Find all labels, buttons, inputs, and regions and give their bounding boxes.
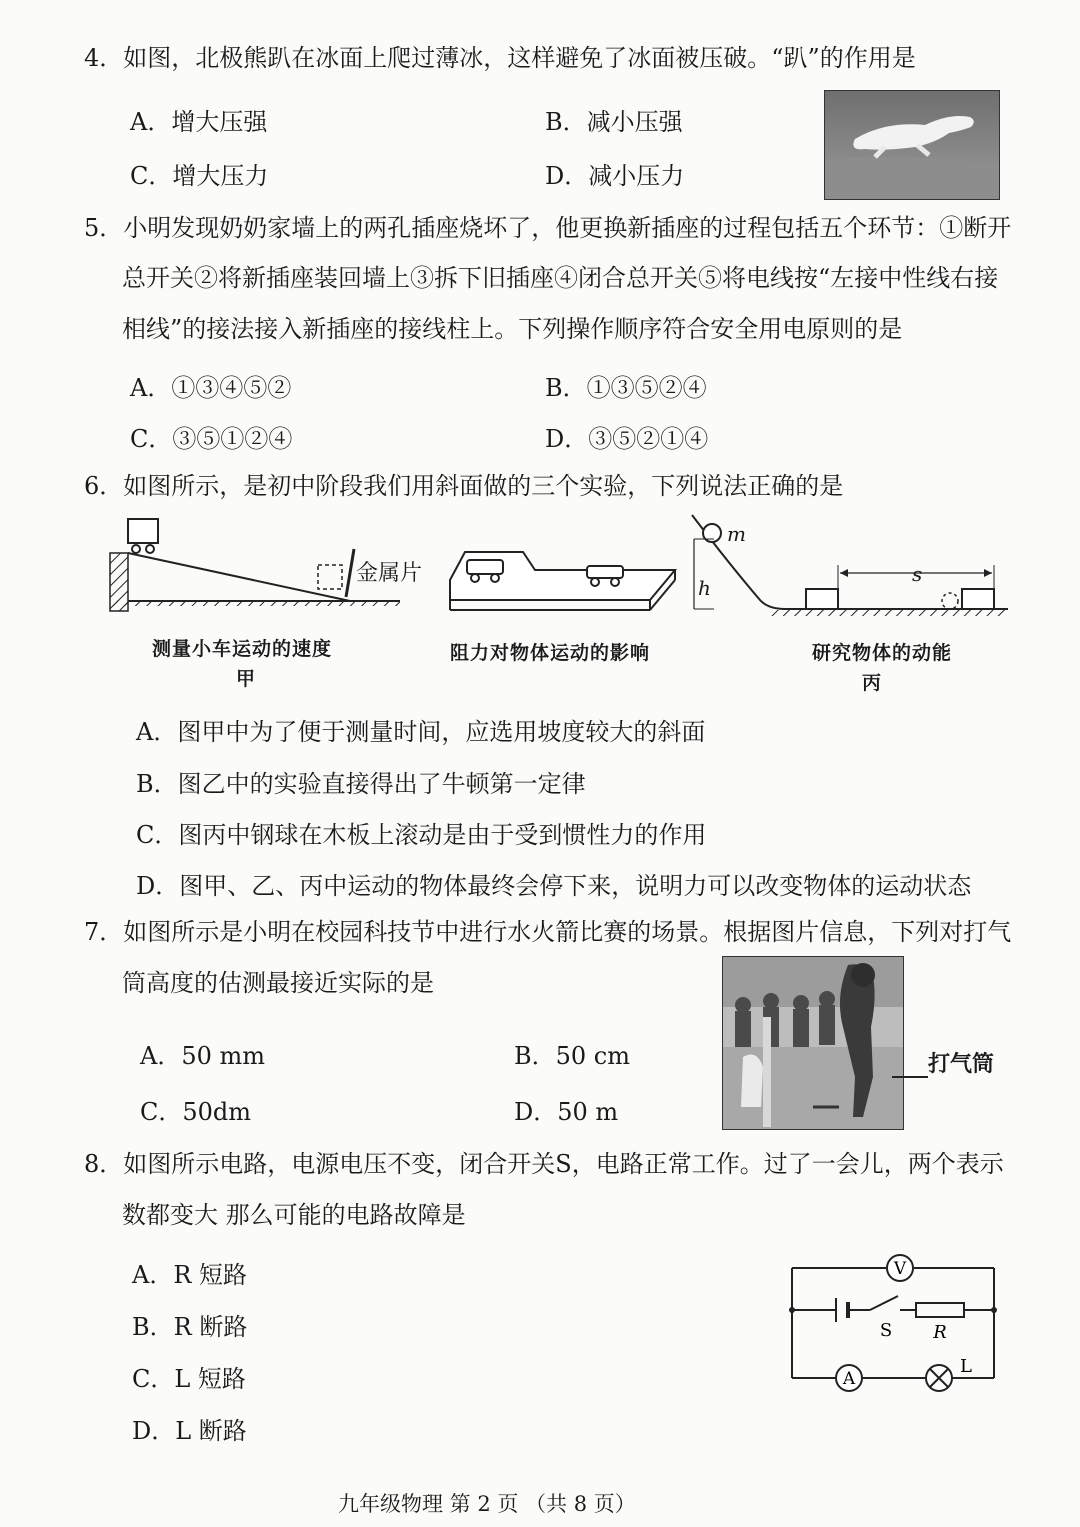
q6-option-a[interactable]: A．图甲中为了便于测量时间，应选用坡度较大的斜面: [136, 718, 706, 746]
page-footer: 九年级物理 第 2 页 （共 8 页）: [338, 1492, 636, 1516]
q8-option-c[interactable]: C．L 短路: [132, 1365, 246, 1393]
q7-stem-line-2: 筒高度的估测最接近实际的是: [122, 969, 434, 997]
fig-bing-s-label: s: [912, 562, 923, 586]
fig-jia-tag: 甲: [236, 668, 257, 690]
q5-option-c[interactable]: C．③⑤①②④: [130, 425, 293, 453]
q5-stem-line-3: 相线”的接法接入新插座的接线柱上。下列操作顺序符合安全用电原则的是: [122, 315, 903, 343]
q7-option-c[interactable]: C．50dm: [140, 1098, 252, 1126]
circuit-diagram: [786, 1252, 1006, 1402]
q4-option-c[interactable]: C．增大压力: [130, 162, 269, 190]
q5-option-d[interactable]: D．③⑤②①④: [545, 425, 709, 453]
fig-bing-m-label: m: [727, 522, 746, 546]
q7-stem-line-1: 7．如图所示是小明在校园科技节中进行水火箭比赛的场景。根据图片信息，下列对打气: [84, 918, 1012, 946]
q7-option-d[interactable]: D．50 m: [514, 1098, 619, 1126]
lamp-label: L: [960, 1356, 972, 1377]
polar-bear-photo: [824, 90, 1000, 200]
fig-bing-caption: 研究物体的动能: [812, 642, 953, 664]
q6-stem: 6．如图所示，是初中阶段我们用斜面做的三个实验，下列说法正确的是: [84, 472, 844, 500]
q6-option-b[interactable]: B．图乙中的实验直接得出了牛顿第一定律: [136, 770, 586, 798]
figure-yi-board: [445, 540, 685, 620]
water-rocket-photo: [722, 956, 904, 1130]
q8-stem-line-2: 数都变大 那么可能的电路故障是: [122, 1201, 466, 1229]
q6-option-d[interactable]: D．图甲、乙、丙中运动的物体最终会停下来，说明力可以改变物体的运动状态: [136, 872, 972, 900]
q5-option-a[interactable]: A．①③④⑤②: [130, 374, 292, 402]
q7-option-a[interactable]: A．50 mm: [140, 1042, 266, 1070]
q5-stem-line-2: 总开关②将新插座装回墙上③拆下旧插座④闭合总开关⑤将电线按“左接中性线右接: [122, 264, 999, 292]
fig-bing-h-label: h: [698, 576, 711, 600]
q8-stem-line-1: 8．如图所示电路，电源电压不变，闭合开关S，电路正常工作。过了一会儿，两个表示: [84, 1150, 1004, 1178]
q8-option-d[interactable]: D．L 断路: [132, 1417, 247, 1445]
q4-option-b[interactable]: B．减小压强: [545, 108, 683, 136]
fig-bing-tag: 丙: [862, 672, 883, 694]
voltmeter-label: V: [893, 1259, 907, 1279]
q6-option-c[interactable]: C．图丙中钢球在木板上滚动是由于受到惯性力的作用: [136, 821, 707, 849]
ammeter-label: A: [842, 1369, 856, 1389]
q5-option-b[interactable]: B．①③⑤②④: [545, 374, 707, 402]
q4-option-d[interactable]: D．减小压力: [545, 162, 685, 190]
switch-label: S: [879, 1320, 893, 1341]
q4-stem: 4．如图，北极熊趴在冰面上爬过薄冰，这样避免了冰面被压破。“趴”的作用是: [84, 44, 916, 72]
fig-jia-metal-label: 金属片: [356, 561, 423, 586]
fig-yi-caption: 阻力对物体运动的影响: [450, 642, 651, 664]
q8-option-b[interactable]: B．R 断路: [132, 1313, 248, 1341]
q7-option-b[interactable]: B．50 cm: [514, 1042, 631, 1070]
pump-pointer-line: [892, 1072, 932, 1082]
pump-label: 打气筒: [928, 1051, 995, 1077]
resistor-label: R: [933, 1322, 947, 1343]
q5-stem-line-1: 5．小明发现奶奶家墙上的两孔插座烧坏了，他更换新插座的过程包括五个环节：①断开: [84, 214, 1012, 242]
q8-option-a[interactable]: A．R 短路: [132, 1261, 248, 1289]
q4-option-a[interactable]: A．增大压强: [130, 108, 268, 136]
fig-jia-caption: 测量小车运动的速度: [152, 638, 333, 660]
